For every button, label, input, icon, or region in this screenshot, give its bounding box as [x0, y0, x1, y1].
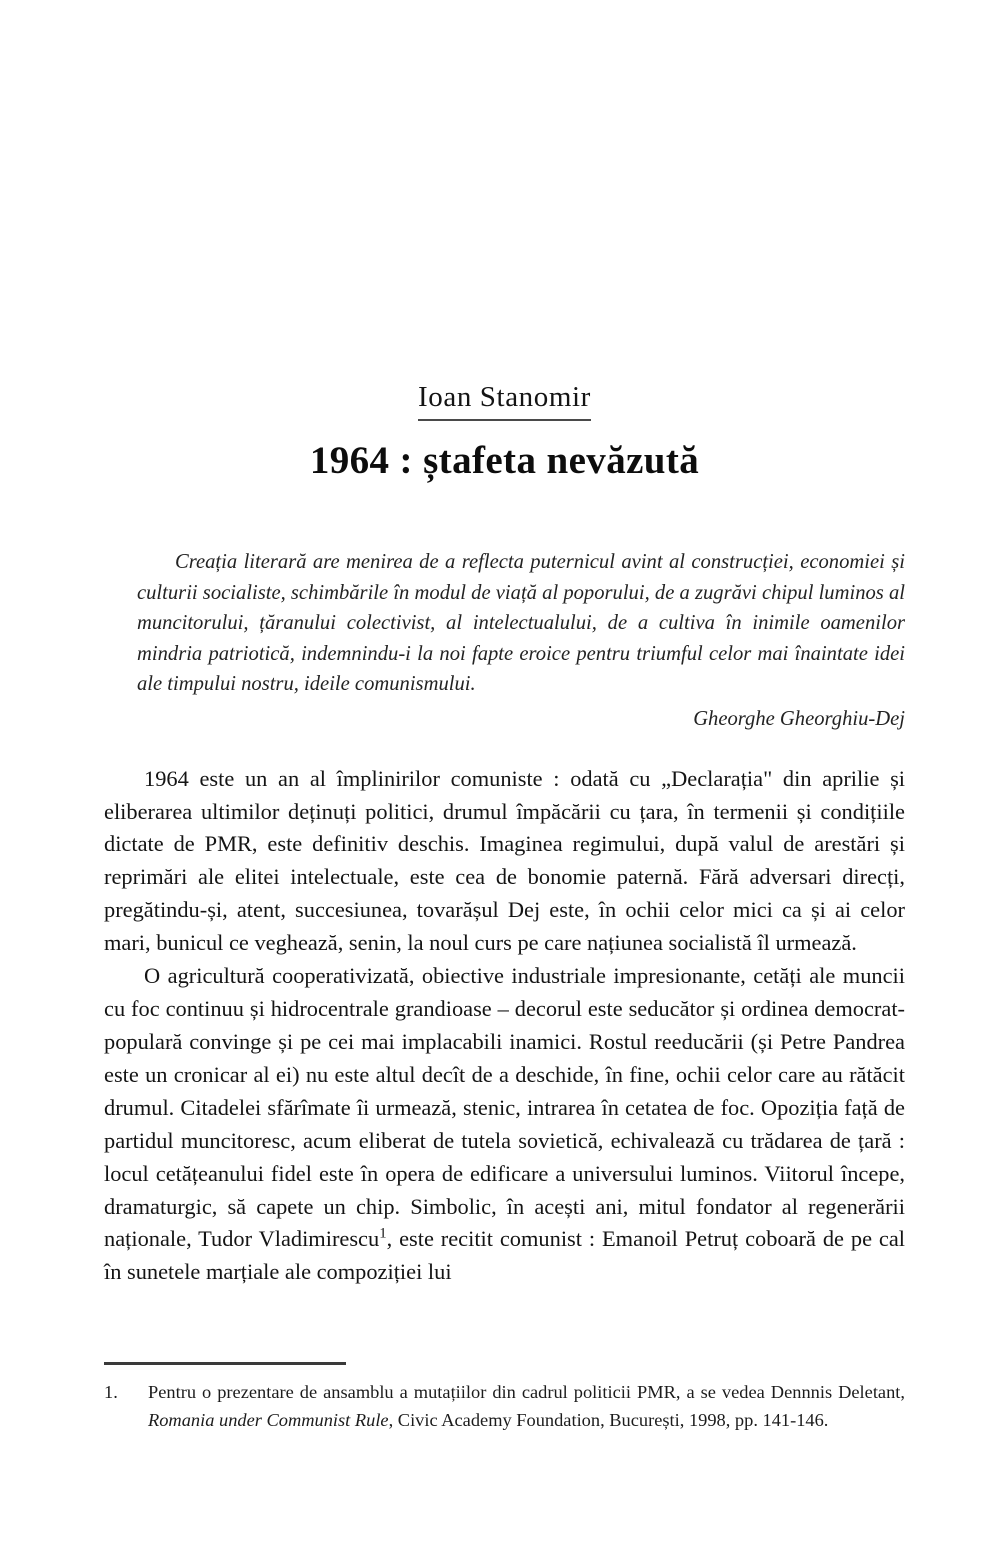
body-paragraph-2-part-1: O agricultură cooperativizată, obiective industriale impresionante, cetăți ale muncii cu foc continuu și hidrocentrale grandioase – decorul este seducător și ordinea democrat-populară convinge și pe cei mai implacabili inamici. Rostul reeducării (și Petre Pandrea este un cronicar al ei) nu este altul decît de a deschide, în fine, ochii celor care au rătăcit drumul. Citadelei sfărîmate îi urmează, stenic, intrarea în cetatea de foc. Opoziția față de partidul muncitoresc, acum eliberat de tutela sovietică, echivalează cu trădarea de țară : locul cetățeanului fidel este în opera de edificare a universului luminos. Viitorul începe, dramaturgic, să capete un chip. Simbolic, în acești ani, mitul fondator al regenerării naționale, Tudor Vladimirescu: [104, 963, 905, 1252]
footnote-number: 1.: [104, 1382, 118, 1402]
footnote-book-title: Romania under Communist Rule: [148, 1409, 389, 1430]
epigraph-text: Creația literară are menirea de a reflecta puternicul avint al construcției, economiei și culturii socialiste, schimbările în modul de viață al poporului, de a zugrăvi chipul luminos al muncitorului, țăranului colectivist, al intelectualului, de a cultiva în inimile oamenilor mindria patriotică, indemnindu-i la noi fapte eroice pentru triumful celor mai înaintate idei ale timpului nostru, ideile comunismului.: [137, 551, 905, 696]
body-text: [104, 763, 905, 1290]
footnote-text-after-title: , Civic Academy Foundation, București, 1998, pp. 141-146.: [388, 1409, 829, 1430]
footnote-item: [104, 1379, 905, 1435]
body-paragraph-2: [104, 960, 905, 1289]
footnote-body: [148, 1379, 905, 1435]
body-paragraph-2-part-2: , este recitit comunist : Emanoil Petruț coboară de pe cal în sunetele marțiale ale compoziției lui: [104, 1226, 905, 1285]
page-content-column: [104, 0, 905, 1289]
footnote-separator-rule: [104, 1362, 346, 1365]
footnote-text-before-title: Pentru o prezentare de ansamblu a mutațiilor din cadrul politicii PMR, a se vedea Dennnis Deletant,: [148, 1382, 905, 1402]
author-name: Ioan Stanomir: [418, 382, 591, 421]
epigraph-attribution: Gheorghe Gheorghiu-Dej: [693, 708, 905, 730]
page-title: 1964 : ștafeta nevăzută: [309, 439, 700, 483]
footnote-area: [104, 1362, 905, 1435]
body-paragraph-1: 1964 este un an al împlinirilor comuniste : odată cu „Declarația" din aprilie și eliberarea ultimilor deținuți politici, drumul împăcării cu țara, în termenii și condițiile dictate de PMR, este definitiv deschis. Imaginea regimului, după valul de arestări și reprimări ale elitei intelectuale, este cea de bonomie paternă. Fără adversari direcți, pregătindu-și, atent, succesiunea, tovarășul Dej este, în ochii celor mici ca și ai celor mari, bunicul ce veghează, senin, la noul curs pe care națiunea socialistă îl urmează.: [104, 765, 905, 956]
author-block: [104, 382, 905, 421]
epigraph-block: [137, 547, 905, 734]
footnote-reference-marker[interactable]: 1: [379, 1226, 387, 1243]
